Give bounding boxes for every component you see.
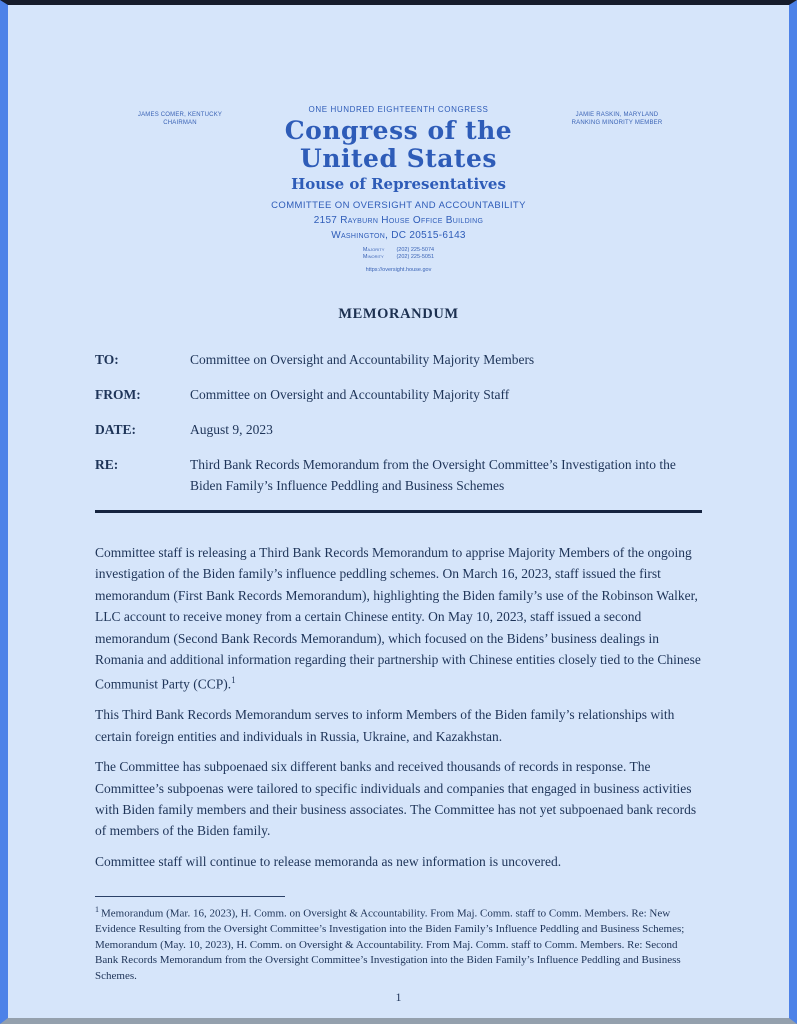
footnote-block <box>95 896 702 984</box>
address-line-2: Washington, DC 20515-6143 <box>331 230 466 241</box>
footnote-text-row <box>95 902 702 984</box>
letterhead-center <box>265 105 532 273</box>
chairman-title: CHAIRMAN <box>163 120 197 126</box>
footnote-text: Memorandum (Mar. 16, 2023), H. Comm. on Oversight & Accountability. From Maj. Comm. staff to Comm. Members. Re: New Evidence Resulting from the Oversight Committee’s Investigation into the Biden Family’s Influence Peddling and Business Schemes; Memorandum (May. 10, 2023), H. Comm. on Oversight & Accountability. From Maj. Comm. staff to Comm. Members. Re: Second Bank Records Memorandum from the Oversight Committee’s Investigation into the Biden Family’s Influence Peddling and Business Schemes. <box>95 907 685 982</box>
majority-phone-number: (202) 225-5074 <box>396 247 435 253</box>
memo-field-date <box>95 419 702 440</box>
memo-value-from: Committee on Oversight and Accountability Majority Staff <box>190 387 510 402</box>
memo-value-date: August 9, 2023 <box>190 422 273 437</box>
memo-value-re: Third Bank Records Memorandum from the Oversight Committee’s Investigation into the Biden Family’s Influence Peddling and Business Schemes <box>190 457 676 493</box>
body-paragraph-1 <box>95 542 702 695</box>
memo-body <box>95 542 702 872</box>
ranking-member-name: JAMIE RASKIN, MARYLAND <box>575 112 659 118</box>
footnote-reference: 1 <box>231 675 236 686</box>
ranking-member-title: RANKING MINORITY MEMBER <box>571 120 663 126</box>
congress-session: ONE HUNDRED EIGHTEENTH CONGRESS <box>308 105 489 114</box>
memo-heading: MEMORANDUM <box>338 306 459 322</box>
footnote-marker: 1 <box>95 905 99 915</box>
minority-phone-number: (202) 225-5051 <box>396 254 435 260</box>
chamber-title: House of Representatives <box>291 175 506 193</box>
body-paragraph-2: This Third Bank Records Memorandum serves to inform Members of the Biden family’s relationships with certain foreign entities and individuals in Russia, Ukraine, and Kazakhstan. <box>95 707 675 744</box>
memo-label-re: RE: <box>95 457 119 472</box>
minority-phone-row <box>363 254 434 261</box>
committee-website: https://oversight.house.gov <box>365 267 432 273</box>
ranking-member-block <box>532 105 702 127</box>
committee-name: COMMITTEE ON OVERSIGHT AND ACCOUNTABILITY <box>271 200 526 211</box>
majority-phone-row <box>363 247 434 254</box>
memo-field-to <box>95 349 702 370</box>
chairman-name: JAMES COMER, KENTUCKY <box>137 112 223 118</box>
memo-label-date: DATE: <box>95 422 137 437</box>
chairman-block <box>95 105 265 127</box>
body-paragraph-1-text: Committee staff is releasing a Third Bank Records Memorandum to apprise Majority Members of the ongoing investigation of the Biden family’s influence peddling schemes. On March 16, 2023, staff issued the first memorandum (First Bank Records Memorandum), highlighting the Biden family’s use of the Robinson Walker, LLC account to receive money from a certain Chinese entity. On May 10, 2023, staff issued a second memorandum (Second Bank Records Memorandum), which focused on the Bidens’ business dealings in Romania and additional information regarding their partnership with Chinese entities closely tied to the Chinese Communist Party (CCP). <box>95 545 701 692</box>
memo-field-re <box>95 454 702 496</box>
page-number: 1 <box>395 990 402 1005</box>
footnote-divider <box>95 896 285 897</box>
letterhead <box>95 105 702 273</box>
congress-title: Congress of the United States <box>284 116 513 173</box>
phone-block <box>363 247 434 261</box>
body-paragraph-3: The Committee has subpoenaed six different banks and received thousands of records in response. The Committee’s subpoenas were tailored to specific individuals and companies that engaged in business activities with Biden family members and their business associates. The Committee has not yet subpoenaed bank records of members of the Biden family. <box>95 759 697 839</box>
body-paragraph-4: Committee staff will continue to release memoranda as new information is uncovered. <box>95 853 562 869</box>
memo-label-from: FROM: <box>95 387 141 402</box>
page-content <box>95 105 702 1005</box>
memo-value-to: Committee on Oversight and Accountability Majority Members <box>190 352 535 367</box>
majority-phone-label: Majority <box>362 247 385 253</box>
memo-field-from <box>95 384 702 405</box>
minority-phone-label: Minority <box>362 254 384 260</box>
address-line-1: 2157 Rayburn House Office Building <box>313 215 484 226</box>
memo-fields <box>95 349 702 496</box>
memo-label-to: TO: <box>95 352 119 367</box>
memo-header-divider <box>95 510 702 513</box>
